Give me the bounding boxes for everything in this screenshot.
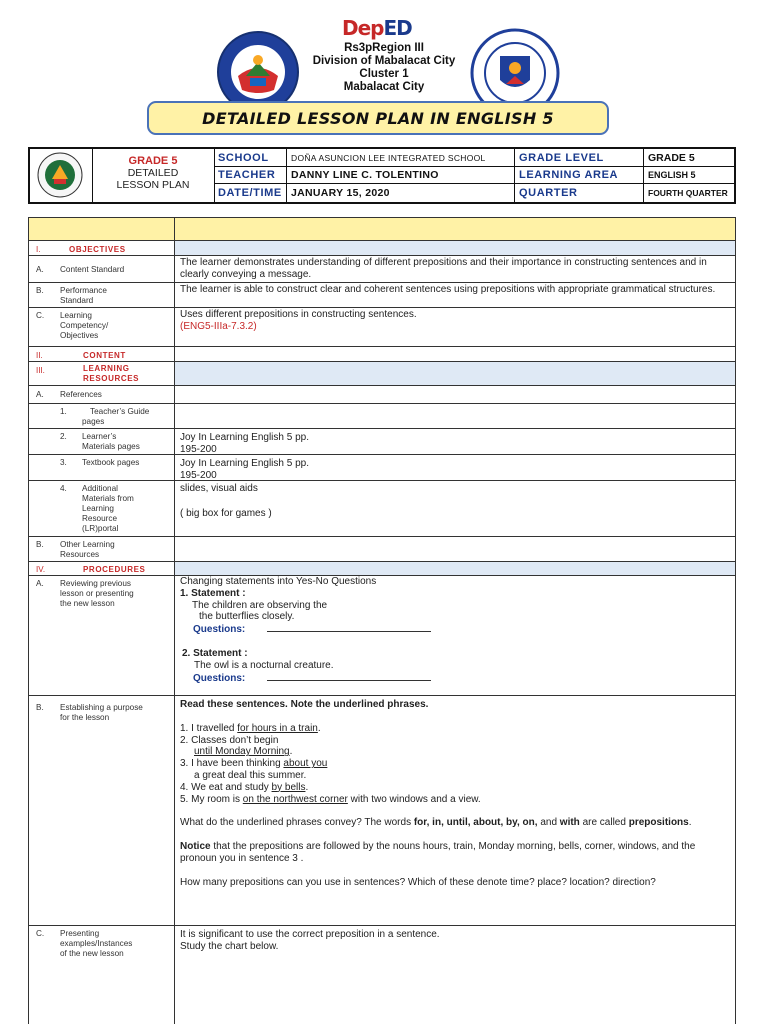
textbook-row: 3. Textbook pages Joy In Learning English 5 pp. 195-200	[28, 455, 736, 481]
grade-level-label: GRADE LEVEL	[515, 149, 644, 167]
deped-logo: DepED	[342, 16, 412, 40]
teachers-guide-row: 1. Teacher’s Guide pages	[28, 404, 736, 429]
objectives-row: I. OBJECTIVES	[28, 241, 736, 256]
purpose-paragraph-1: What do the underlined phrases convey? The words for, in, until, about, by, on, and with are called prepositions.	[180, 817, 692, 829]
content-heading: CONTENT	[83, 351, 126, 360]
competency-code: (ENG5-IIIa-7.3.2)	[180, 320, 257, 332]
purpose-paragraph-3: How many prepositions can you use in sentences? Which of these denote time? place? location? direction?	[180, 876, 656, 888]
purpose-row: B. Establishing a purpose for the lesson Read these sentences. Note the underlined phrases. 1. I travelled for hours in a train. 2. Classes don’t begin until Monday Morning. 3. I have been thinking about you a great deal this summer. 4. We eat and study by bells. 5. My room is on the northwest corner with two windows and a view. What do the underlined phrases convey? The words for, in, until, about, by, on, and with are called prepositions. Notice that the prepositions are followed by the nouns hours, train, Monday morning, bells, corner, windows, and the pronoun you in sentence 3 . How many prepositions can you use in sentences? Which of these denote time? place? location? direction?	[28, 696, 736, 926]
content-standard-text: The learner demonstrates understanding of different prepositions and their importance in constructing sentences and in clearly conveying a message.	[180, 257, 707, 280]
purpose-heading: Read these sentences. Note the underlined phrases.	[180, 699, 429, 710]
lesson-plan-label: LESSON PLAN	[116, 179, 190, 191]
school-label: SCHOOL	[214, 149, 287, 167]
textbook-text-1: Joy In Learning English 5 pp.	[180, 458, 309, 469]
learning-area-label: LEARNING AREA	[515, 167, 644, 184]
header-division: Division of Mabalacat City	[312, 55, 456, 67]
answer-line-1	[267, 623, 431, 632]
learning-area-value: ENGLISH 5	[644, 167, 734, 184]
learners-materials-row: 2. Learner’s Materials pages Joy In Learning English 5 pp. 195-200	[28, 429, 736, 455]
resources-heading-2: RESOURCES	[83, 374, 140, 383]
header-region: Rs3pRegion III	[344, 42, 424, 54]
performance-standard-text: The learner is able to construct clear and coherent sentences using prepositions with appropriate grammatical structures.	[180, 284, 716, 295]
header-cluster: Cluster 1	[359, 68, 409, 80]
content-row: II. CONTENT	[28, 347, 736, 362]
additional-materials-text-1: slides, visual aids	[180, 483, 258, 494]
learners-materials-text-2: 195-200	[180, 443, 217, 455]
teacher-value: DANNY LINE C. TOLENTINO	[287, 167, 515, 184]
review-intro: Changing statements into Yes-No Questions	[180, 576, 377, 587]
content-standard-row: A. Content Standard The learner demonstrates understanding of different prepositions and their importance in constructing sentences and in clearly conveying a message.	[28, 256, 736, 283]
grade-level-value: GRADE 5	[644, 149, 734, 167]
date-value: JANUARY 15, 2020	[287, 184, 515, 202]
textbook-text-2: 195-200	[180, 469, 217, 481]
school-logo-icon	[30, 149, 90, 201]
statement-2-heading: 2. Statement :	[182, 647, 248, 659]
presenting-text-1: It is significant to use the correct preposition in a sentence.	[180, 929, 440, 940]
competency-text: Uses different prepositions in constructing sentences.	[180, 309, 417, 320]
review-row: A. Reviewing previous lesson or presenting the new lesson Changing statements into Yes-No Questions 1. Statement : The children are observing the the butterflies closely. Questions: 2. Statement : The owl is a nocturnal creature. Questions:	[28, 576, 736, 696]
learning-resources-row: III. LEARNING RESOURCES	[28, 362, 736, 386]
competency-row: C. Learning Competency/ Objectives Uses different prepositions in constructing sentences. (ENG5-IIIa-7.3.2)	[28, 308, 736, 347]
procedures-row: IV. PROCEDURES	[28, 562, 736, 576]
school-logo-cell	[30, 149, 93, 202]
procedures-heading: PROCEDURES	[83, 565, 146, 574]
detailed-label: DETAILED	[127, 167, 179, 179]
date-label: DATE/TIME	[214, 184, 287, 202]
lesson-info-table	[28, 147, 736, 204]
performance-standard-row: B. Performance Standard The learner is able to construct clear and coherent sentences using prepositions with appropriate grammatical structures.	[28, 283, 736, 308]
table-header-row	[28, 217, 736, 241]
learners-materials-text-1: Joy In Learning English 5 pp.	[180, 432, 309, 443]
quarter-label: QUARTER	[515, 184, 644, 202]
lesson-plan-table	[28, 217, 736, 1024]
statement-1-heading: 1. Statement :	[180, 587, 246, 599]
additional-materials-text-2: ( big box for games )	[180, 507, 272, 519]
header-city: Mabalacat City	[343, 81, 425, 93]
additional-materials-row: 4. Additional Materials from Learning Resource (LR)portal slides, visual aids ( big box for games )	[28, 481, 736, 537]
grade-heading: GRADE 5	[128, 155, 178, 167]
objectives-heading: OBJECTIVES	[69, 245, 126, 254]
school-value: DOÑA ASUNCION LEE INTEGRATED SCHOOL	[287, 149, 515, 167]
quarter-value: FOURTH QUARTER	[648, 188, 728, 198]
teacher-label: TEACHER	[214, 167, 287, 184]
page-title: DETAILED LESSON PLAN IN ENGLISH 5	[147, 101, 609, 135]
answer-line-2	[267, 672, 431, 681]
presenting-text-2: Study the chart below.	[180, 940, 279, 952]
grade-cell	[92, 149, 215, 202]
purpose-paragraph-2: Notice that the prepositions are followed by the nouns hours, train, Monday morning, bells, corner, windows, and the pronoun you in sentence 3 .	[180, 841, 696, 864]
resources-heading-1: LEARNING	[83, 364, 130, 373]
references-row: A. References	[28, 386, 736, 404]
other-resources-row: B. Other Learning Resources	[28, 537, 736, 562]
presenting-row: C. Presenting examples/Instances of the new lesson It is significant to use the correct preposition in a sentence. Study the chart below.	[28, 926, 736, 1024]
